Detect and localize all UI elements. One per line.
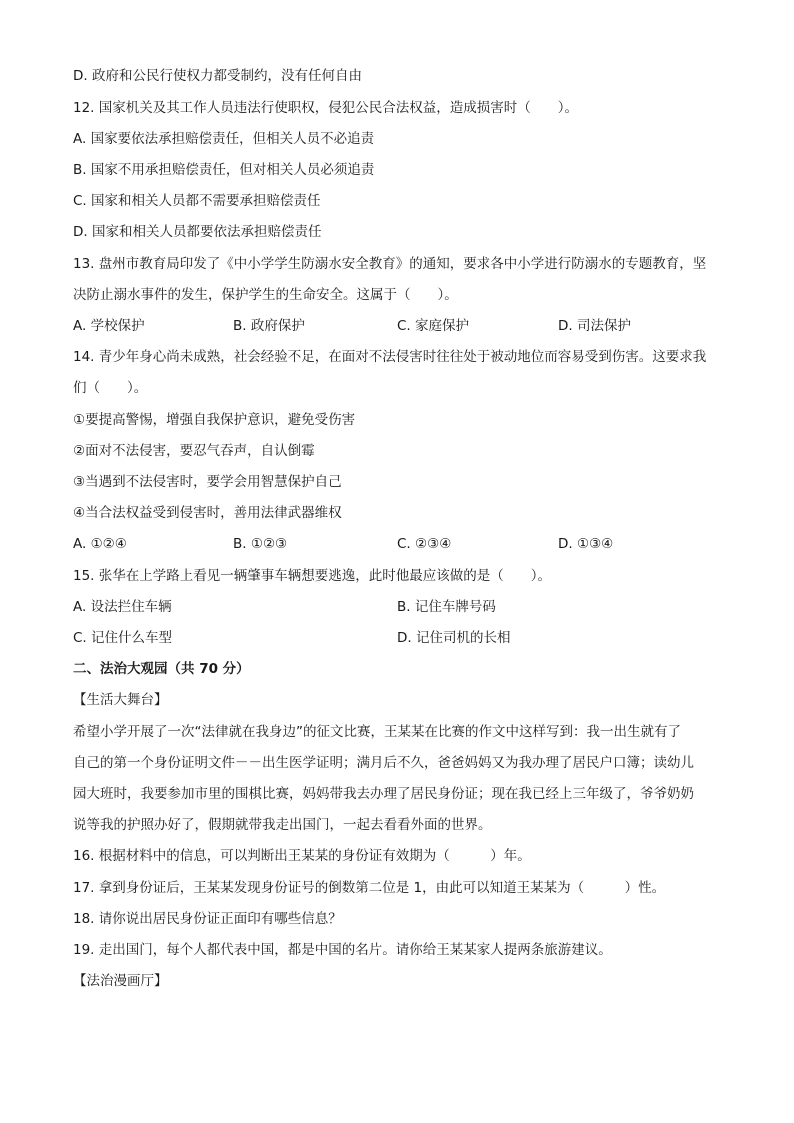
q14-statement-3: ③当遇到不法侵害时，要学会用智慧保护自己 <box>73 474 342 490</box>
q13-option-a: A. 学校保护 <box>73 318 145 334</box>
q15-option-b: B. 记住车牌号码 <box>397 599 496 615</box>
q14-option-d: D. ①③④ <box>558 536 614 552</box>
subheading-life-stage: 【生活大舞台】 <box>73 692 168 708</box>
q13-option-b: B. 政府保护 <box>233 318 305 334</box>
q18: 18. 请你说出居民身份证正面印有哪些信息？ <box>73 911 342 927</box>
q14-option-c: C. ②③④ <box>397 536 452 552</box>
q12-option-b: B. 国家不用承担赔偿责任，但对相关人员必须追责 <box>73 162 375 178</box>
q12-option-c: C. 国家和相关人员都不需要承担赔偿责任 <box>73 193 321 209</box>
q15-option-c: C. 记住什么车型 <box>73 630 173 646</box>
section-2-title: 二、法治大观园（共 70 分） <box>73 661 250 677</box>
q15-stem: 15. 张华在上学路上看见一辆肇事车辆想要逃逸，此时他最应该做的是（ ）。 <box>73 568 552 584</box>
q17: 17. 拿到身份证后，王某某发现身份证号的倒数第二位是 1，由此可以知道王某某为（ ）性。 <box>73 880 666 896</box>
subheading-comic-hall: 【法治漫画厅】 <box>73 973 168 989</box>
q13-option-d: D. 司法保护 <box>558 318 631 334</box>
q14-option-a: A. ①②④ <box>73 536 127 552</box>
passage-line-3: 园大班时，我要参加市里的围棋比赛，妈妈带我去办理了居民身份证；现在我已经上三年级了，爷爷奶奶 <box>73 786 694 802</box>
passage-line-1: 希望小学开展了一次“法律就在我身边”的征文比赛，王某某在比赛的作文中这样写到：我一出生就有了 <box>73 724 681 740</box>
q14-statement-4: ④当合法权益受到侵害时，善用法律武器维权 <box>73 505 342 521</box>
q12-stem: 12. 国家机关及其工作人员违法行使职权，侵犯公民合法权益，造成损害时（ ）。 <box>73 100 579 116</box>
q12-option-d: D. 国家和相关人员都要依法承担赔偿责任 <box>73 224 322 240</box>
q13-option-c: C. 家庭保护 <box>397 318 470 334</box>
q16: 16. 根据材料中的信息，可以判断出王某某的身份证有效期为（ ）年。 <box>73 848 531 864</box>
q13-stem-line1: 13. 盘州市教育局印发了《中小学学生防溺水安全教育》的通知，要求各中小学进行防溺水的专题教育，坚 <box>73 256 707 272</box>
q14-option-b: B. ①②③ <box>233 536 288 552</box>
q15-option-d: D. 记住司机的长相 <box>397 630 511 646</box>
q12-option-a: A. 国家要依法承担赔偿责任，但相关人员不必追责 <box>73 131 375 147</box>
q14-statement-1: ①要提高警惕，增强自我保护意识，避免受伤害 <box>73 412 356 428</box>
q14-statement-2: ②面对不法侵害，要忍气吞声，自认倒霉 <box>73 443 315 459</box>
passage-line-4: 说等我的护照办好了，假期就带我走出国门，一起去看看外面的世界。 <box>73 817 492 833</box>
q14-stem-line2: 们（ ）。 <box>73 380 148 396</box>
q13-stem-line2: 决防止溺水事件的发生，保护学生的生命安全。这属于（ ）。 <box>73 287 458 303</box>
q14-stem-line1: 14. 青少年身心尚未成熟，社会经验不足，在面对不法侵害时往往处于被动地位而容易受到伤害。这要求我 <box>73 349 707 365</box>
q11-option-d: D. 政府和公民行使权力都受制约，没有任何自由 <box>73 68 362 84</box>
passage-line-2: 自己的第一个身份证明文件－－出生医学证明；满月后不久，爸爸妈妈又为我办理了居民户口簿；读幼儿 <box>73 755 694 771</box>
q19: 19. 走出国门，每个人都代表中国，都是中国的名片。请你给王某某家人提两条旅游建议。 <box>73 942 612 958</box>
q15-option-a: A. 设法拦住车辆 <box>73 599 172 615</box>
